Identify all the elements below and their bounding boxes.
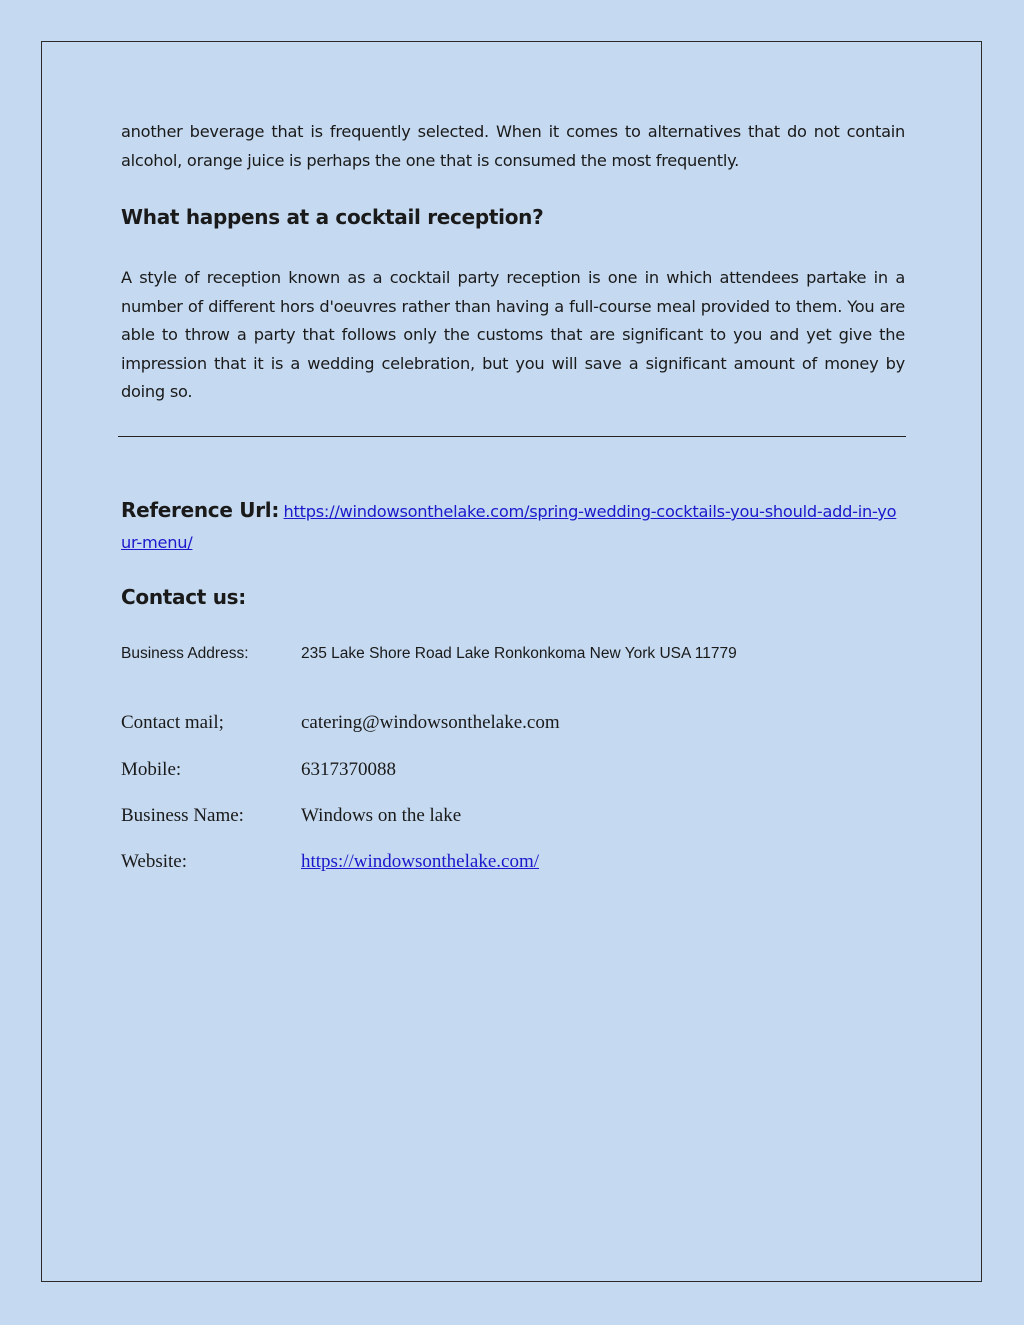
intro-paragraph: another beverage that is frequently selected. When it comes to alternatives that do not contain alcohol, orange juice is perhaps the one that is consumed the most frequently. <box>121 122 905 170</box>
website-label: Website: <box>121 851 188 872</box>
mail-label: Contact mail; <box>121 712 224 733</box>
horizontal-divider <box>118 436 906 437</box>
section-body: A style of reception known as a cocktail party reception is one in which attendees partake in a number of different hors d'oeuvres rather than having a full-course meal provided to them. You are able to throw a party that follows only the customs that are significant to you and yet give the impression that it is a wedding celebration, but you will save a significant amount of money by doing so. <box>121 268 905 401</box>
section-heading: What happens at a cocktail reception? <box>121 205 544 229</box>
mail-value: catering@windowsonthelake.com <box>301 712 560 733</box>
reference-block <box>121 495 905 559</box>
business-name-label: Business Name: <box>121 805 244 826</box>
address-label: Business Address: <box>121 645 249 662</box>
address-value: 235 Lake Shore Road Lake Ronkonkoma New York USA 11779 <box>301 645 737 662</box>
website-link[interactable]: https://windowsonthelake.com/ <box>301 851 540 872</box>
reference-link[interactable]: https://windowsonthelake.com/spring-wedding-cocktails-you-should-add-in-your-menu/ <box>121 502 897 552</box>
contact-heading: Contact us: <box>121 585 246 609</box>
mobile-value: 6317370088 <box>301 759 396 780</box>
business-name-value: Windows on the lake <box>301 805 462 826</box>
reference-label: Reference Url: <box>121 498 280 522</box>
mobile-label: Mobile: <box>121 759 182 780</box>
